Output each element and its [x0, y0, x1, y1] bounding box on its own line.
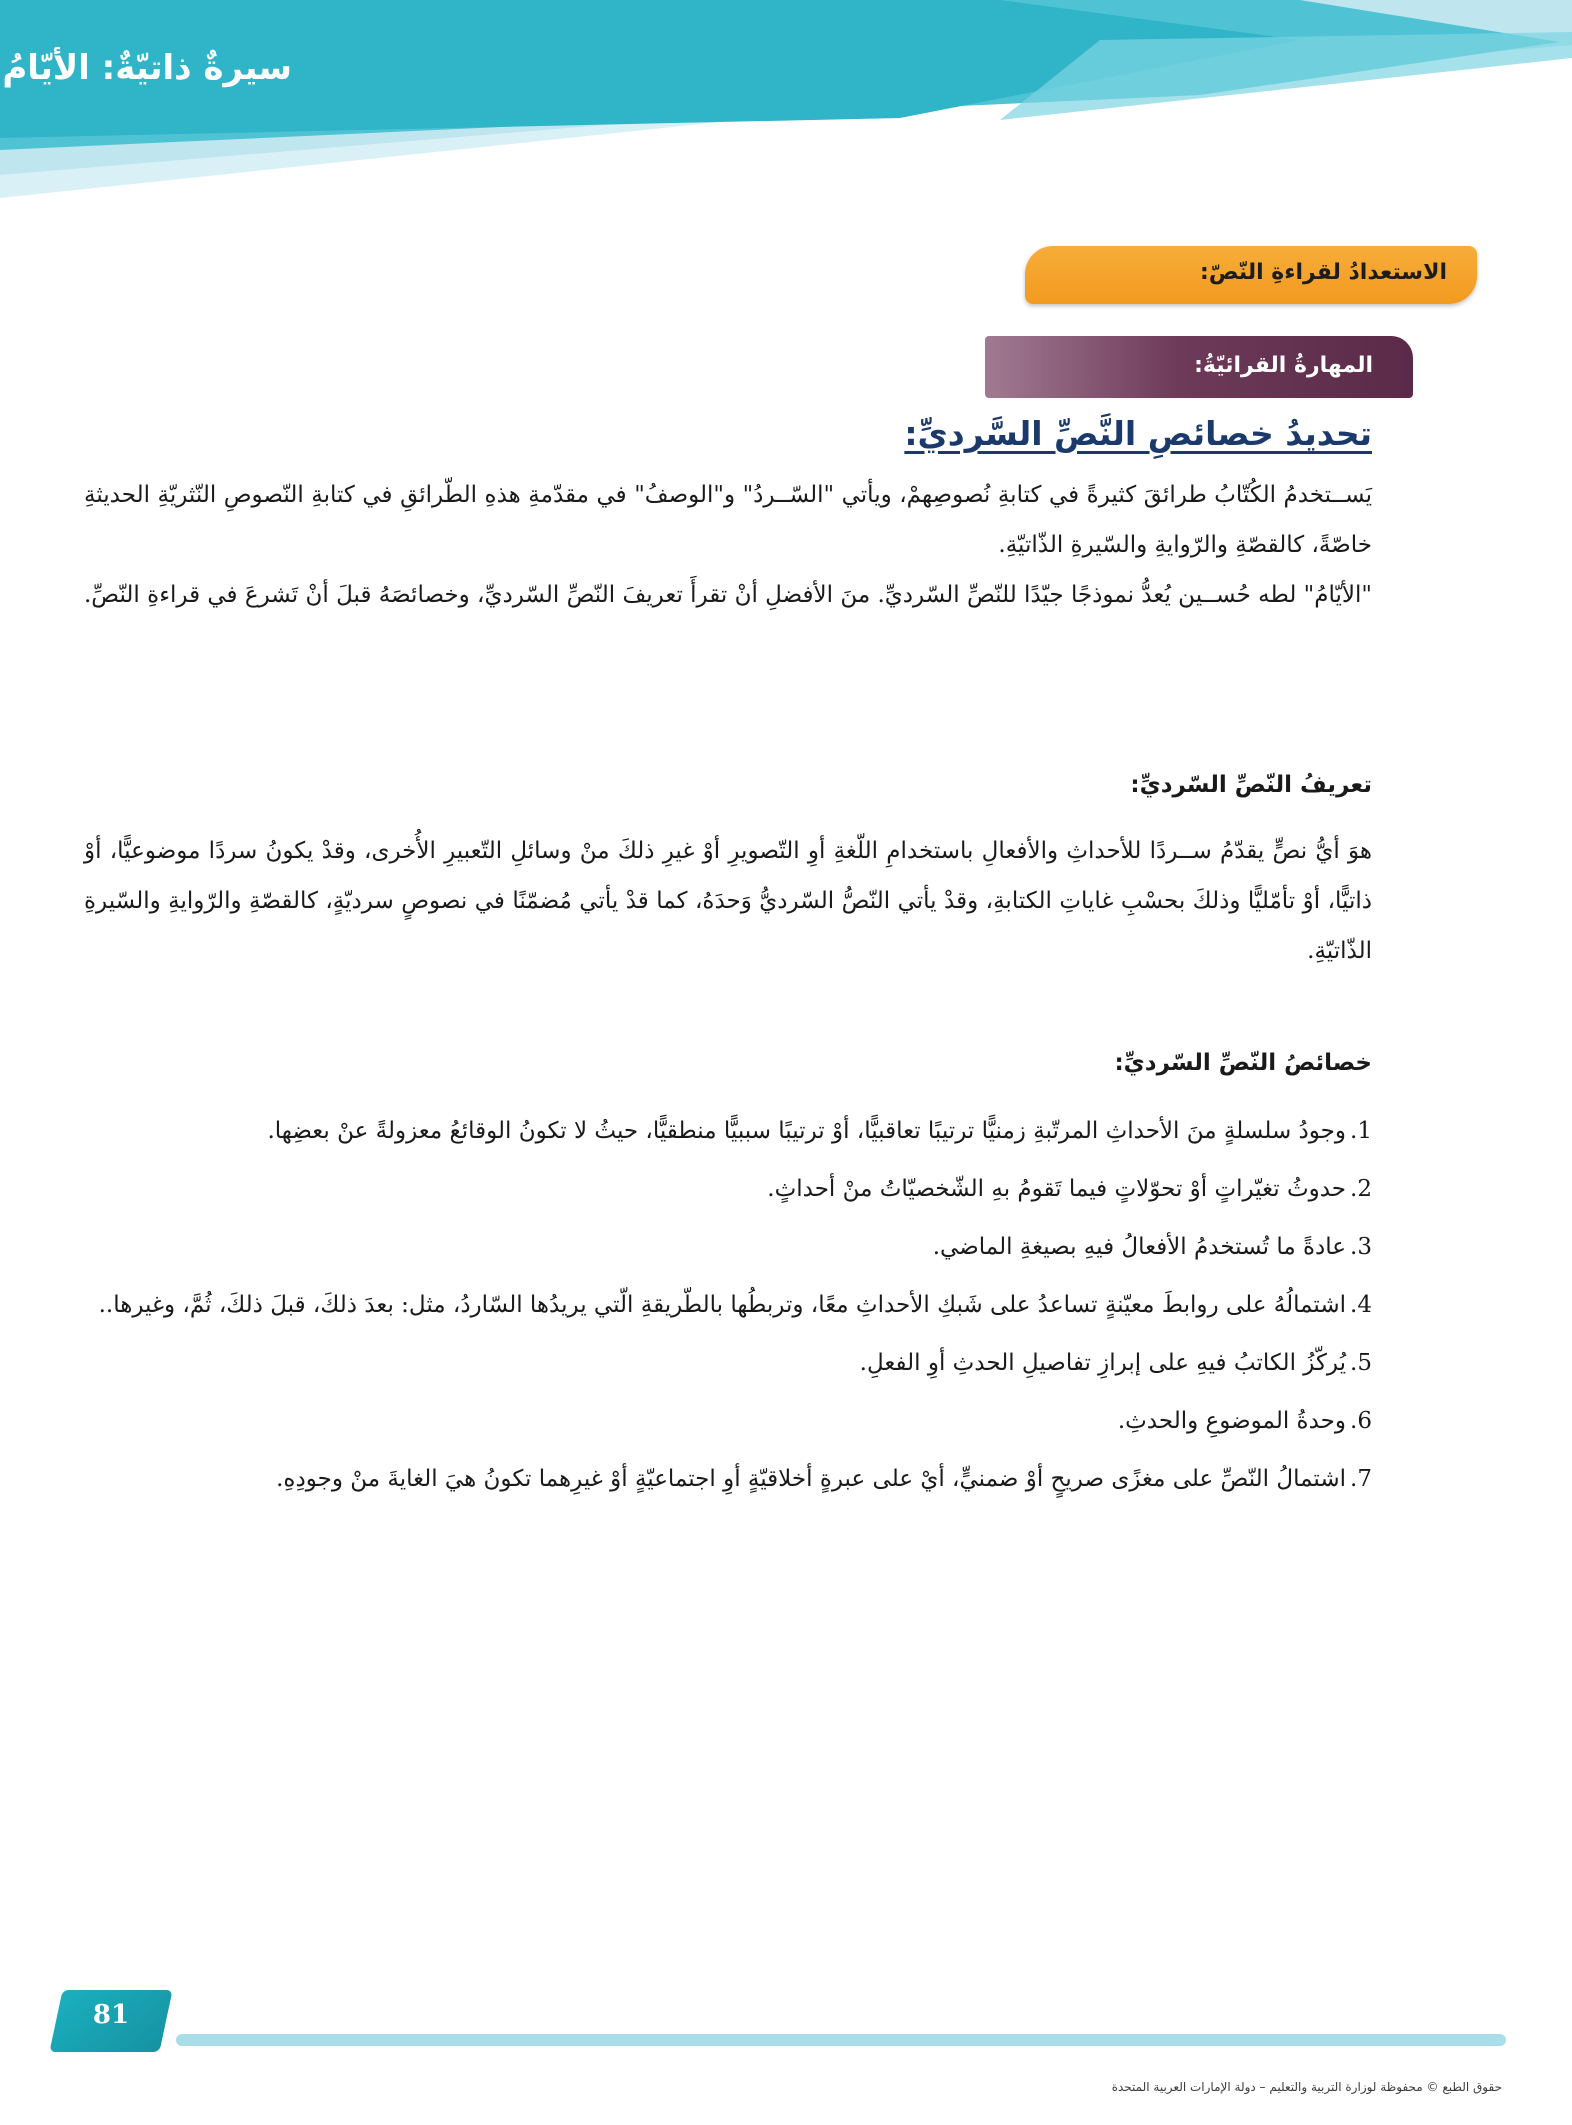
prep-reading-label: الاستعدادُ لقراءةِ النّصّ: [1200, 260, 1447, 285]
section-heading: تحديدُ خصائصِ النَّصِّ السَّرديِّ: [904, 414, 1372, 453]
definition-heading: تعريفُ النّصِّ السّرديِّ: [1130, 772, 1372, 798]
list-item [84, 1454, 1372, 1504]
list-item [84, 1338, 1372, 1388]
list-item [84, 1222, 1372, 1272]
list-item [84, 1164, 1372, 1214]
chapter-title: سيرةٌ ذاتيّةٌ: الأيّامُ [2, 48, 292, 88]
reading-skill-label: المهارةُ القرائيّةُ: [1194, 353, 1373, 378]
header-banner [0, 0, 1572, 200]
footer-divider [176, 2034, 1506, 2046]
prep-reading-badge [1025, 246, 1477, 304]
list-item-number: 2. [1350, 1176, 1372, 1202]
list-item-number: 5. [1350, 1350, 1372, 1376]
characteristics-heading: خصائصُ النّصِّ السّرديِّ: [1114, 1050, 1372, 1076]
list-item-number: 1. [1350, 1118, 1372, 1144]
list-item-text: اشتمالُ النّصِّ على مغزًى صريحٍ أوْ ضمنيٍّ، أيْ على عبرةٍ أخلاقيّةٍ أوِ اجتماعيّةٍ أوْ غيرِهما تكونُ هيَ الغايةَ منْ وجودِهِ. [276, 1466, 1346, 1492]
intro-paragraph-1: يَســتخدمُ الكُتّابُ طرائقَ كثيرةً في كتابةِ نُصوصِهمْ، ويأتي "السّــردُ" و"الوصفُ" في مقدّمةِ هذهِ الطّرائقِ في كتابةِ النّصوصِ النّثريّةِ الحديثةِ خاصّةً، كالقصّةِ والرّوايةِ والسّيرةِ الذّاتيّةِ. [84, 482, 1372, 558]
list-item-number: 3. [1350, 1234, 1372, 1260]
list-item-number: 4. [1350, 1292, 1372, 1318]
intro-paragraph-2: "الأيّامُ" لطه حُســين يُعدُّ نموذجًا جيّدًا للنّصِّ السّرديِّ. منَ الأفضلِ أنْ تقرأَ تعريفَ النّصِّ السّرديِّ، وخصائصَهُ قبلَ أنْ تَشرعَ في قراءةِ النّصِّ. [84, 582, 1372, 608]
list-item-text: حدوثُ تغيّراتٍ أوْ تحوّلاتٍ فيما تَقومُ بهِ الشّخصيّاتُ منْ أحداثٍ. [767, 1176, 1346, 1202]
list-item-text: يُركّزُ الكاتبُ فيهِ على إبرازِ تفاصيلِ الحدثِ أوِ الفعلِ. [859, 1350, 1346, 1376]
definition-text [84, 826, 1372, 976]
list-item [84, 1396, 1372, 1446]
list-item-text: وجودُ سلسلةٍ منَ الأحداثِ المرتّبةِ زمنيًّا ترتيبًا تعاقبيًّا، أوْ ترتيبًا سببيًّا منطقيًّا، حيثُ لا تكونُ الوقائعُ معزولةً عنْ بعضِها. [267, 1118, 1346, 1144]
list-item [84, 1280, 1372, 1330]
reading-skill-tab [985, 336, 1413, 398]
intro-text [84, 470, 1372, 620]
list-item-number: 7. [1350, 1466, 1372, 1492]
copyright-notice: حقوق الطبع © محفوظة لوزارة التربية والتعليم – دولة الإمارات العربية المتحدة [1111, 2080, 1502, 2094]
page-number: 81 [92, 2000, 130, 2030]
list-item-text: وحدةُ الموضوعِ والحدثِ. [1117, 1408, 1346, 1434]
list-item-number: 6. [1350, 1408, 1372, 1434]
characteristics-list [84, 1106, 1372, 1512]
definition-paragraph: هوَ أيُّ نصٍّ يقدّمُ ســردًا للأحداثِ والأفعالِ باستخدامِ اللّغةِ أوِ التّصويرِ أوْ غيرِ ذلكَ منْ وسائلِ التّعبيرِ الأُخرى، وقدْ يكونُ سردًا موضوعيًّا، أوْ ذاتيًّا، أوْ تأمّليًّا وذلكَ بحسْبِ غاياتِ الكتابةِ، وقدْ يأتي النّصُّ السّرديُّ وَحدَهُ، كما قدْ يأتي مُضمّنًا في نصوصٍ سرديّةٍ، كالقصّةِ والرّوايةِ والسّيرةِ الذّاتيّةِ. [84, 838, 1372, 964]
list-item-text: اشتمالُهُ على روابطَ معيّنةٍ تساعدُ على شَبكِ الأحداثِ معًا، وتربطُها بالطّريقةِ الّتي يريدُها السّاردُ، مثل: بعدَ ذلكَ، قبلَ ذلكَ، ثُمَّ، وغيرها.. [98, 1292, 1346, 1318]
list-item-text: عادةً ما تُستخدمُ الأفعالُ فيهِ بصيغةِ الماضي. [932, 1234, 1346, 1260]
list-item [84, 1106, 1372, 1156]
